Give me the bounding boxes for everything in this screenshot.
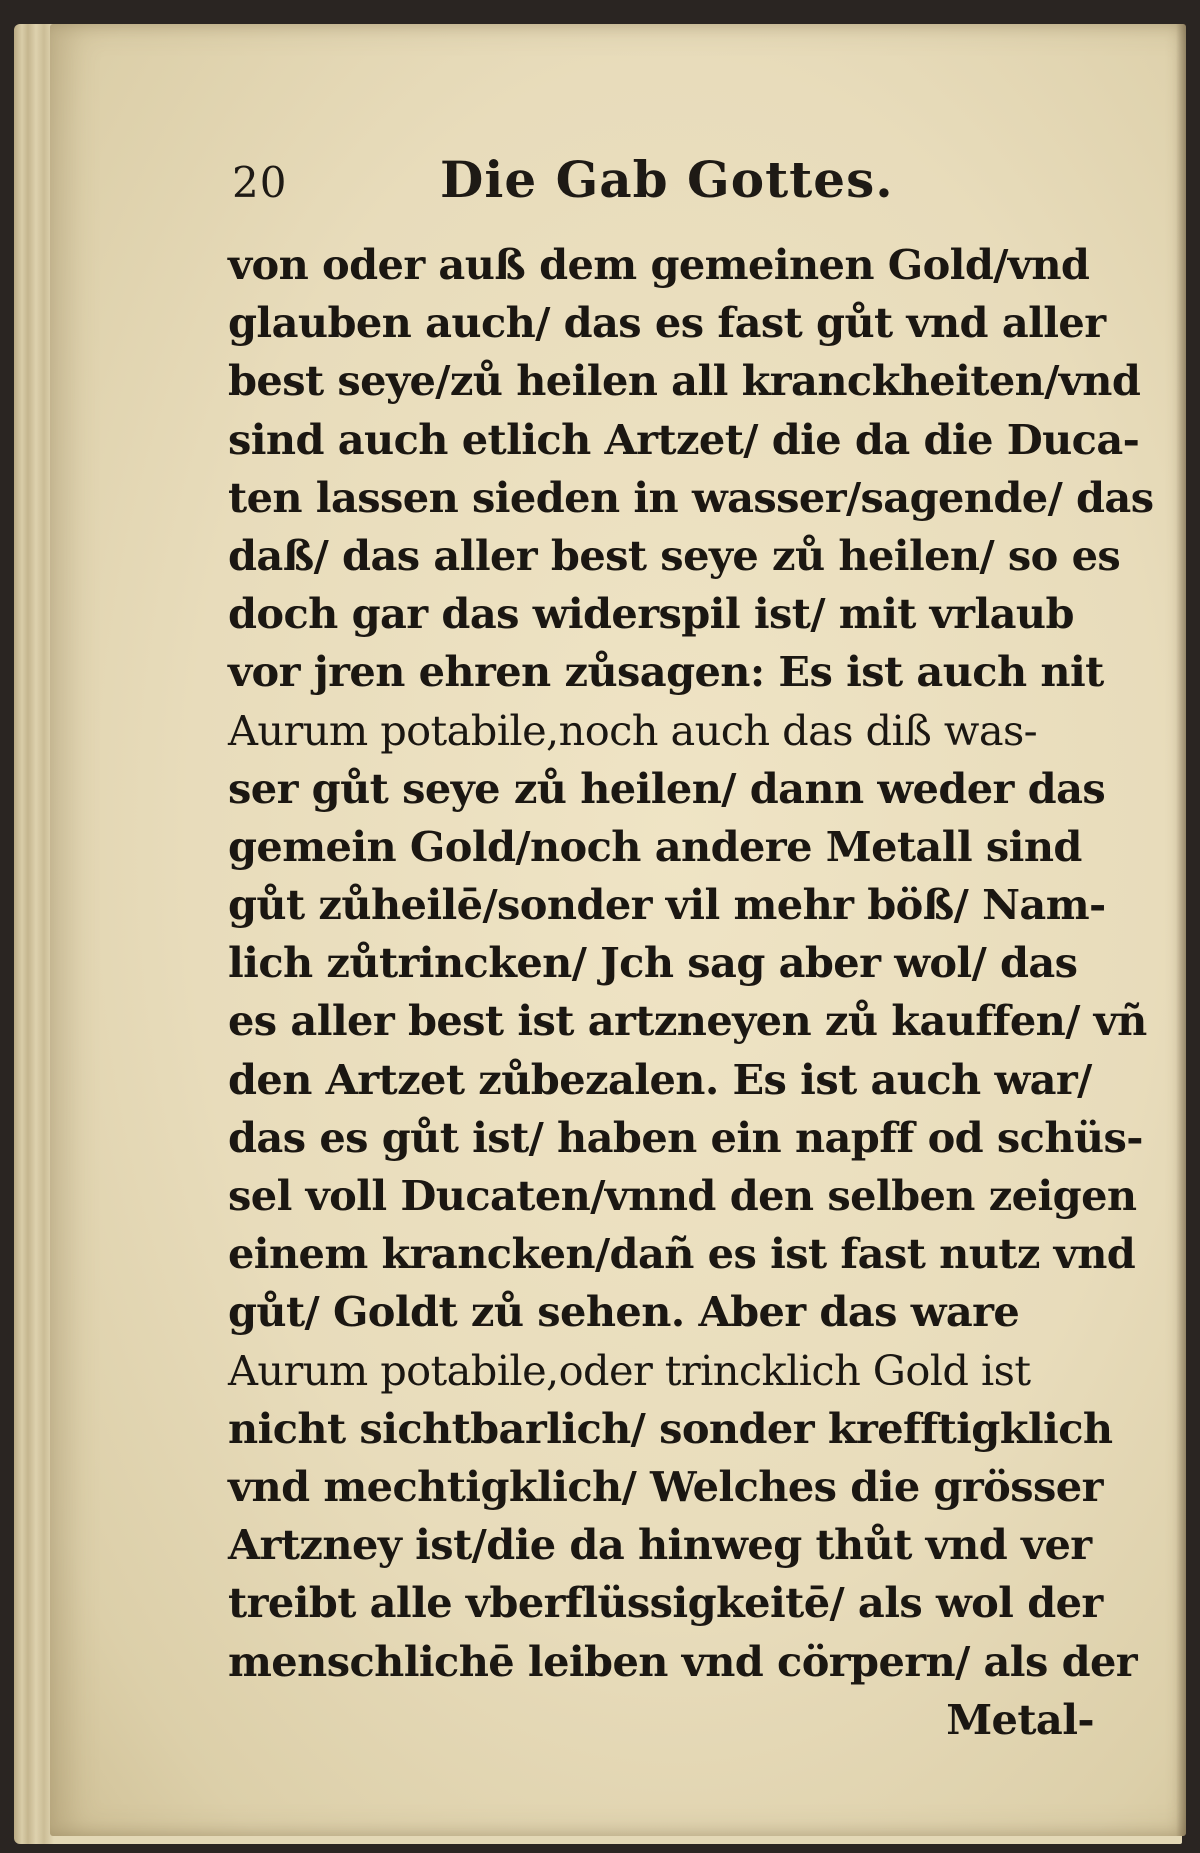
page-fore-edge-shadow: [1176, 24, 1186, 1836]
catchword: Metal-: [946, 1694, 1094, 1744]
text-line: lich zůtrincken/ Jch sag aber wol/ das: [228, 938, 1078, 988]
text-line: daß/ das aller best seye zů heilen/ so es: [228, 530, 1121, 580]
text-line: menschlichē leiben vnd cörpern/ als der: [228, 1636, 1138, 1686]
text-line: treibt alle vberflüssigkeitē/ als wol der: [228, 1578, 1103, 1628]
page-header: [180, 140, 940, 230]
page-number: 20: [232, 158, 288, 207]
text-line: Artzney ist/die da hinweg thůt vnd ver: [228, 1520, 1092, 1570]
text-line: Aurum potabile,noch auch das diß was-: [228, 705, 1038, 755]
text-line: ten lassen sieden in wasser/sagende/ das: [228, 472, 1154, 522]
text-line: den Artzet zůbezalen. Es ist auch war/: [228, 1054, 1092, 1104]
text-line: das es gůt ist/ haben ein napff od schüs-: [228, 1112, 1143, 1162]
text-line: gůt/ Goldt zů sehen. Aber das ware: [228, 1287, 1020, 1337]
text-line: ser gůt seye zů heilen/ dann weder das: [228, 763, 1106, 813]
text-line: es aller best ist artzneyen zů kauffen/ vñ: [228, 996, 1147, 1046]
text-line: best seye/zů heilen all kranckheiten/vnd: [228, 356, 1141, 406]
text-line: doch gar das widerspil ist/ mit vrlaub: [228, 589, 1074, 639]
text-line: vnd mechtigklich/ Welches die grösser: [228, 1461, 1103, 1511]
text-line: gemein Gold/noch andere Metall sind: [228, 821, 1082, 871]
text-line: einem krancken/dañ es ist fast nutz vnd: [228, 1229, 1136, 1279]
text-line: sel voll Ducaten/vnnd den selben zeigen: [228, 1171, 1137, 1220]
text-line: sind auch etlich Artzet/ die da die Duca-: [228, 414, 1140, 464]
text-line: vor jren ehren zůsagen: Es ist auch nit: [228, 647, 1104, 697]
text-line: von oder auß dem gemeinen Gold/vnd: [228, 240, 1090, 289]
text-line: gůt zůheilē/sonder vil mehr böß/ Nam-: [228, 880, 1106, 930]
body-text: [228, 236, 1154, 1749]
text-line: Aurum potabile,oder trincklich Gold ist: [228, 1345, 1031, 1395]
running-title: Die Gab Gottes.: [440, 150, 894, 209]
text-line: glauben auch/ das es fast gůt vnd aller: [228, 298, 1106, 348]
text-line: nicht sichtbarlich/ sonder krefftigklich: [228, 1403, 1113, 1453]
